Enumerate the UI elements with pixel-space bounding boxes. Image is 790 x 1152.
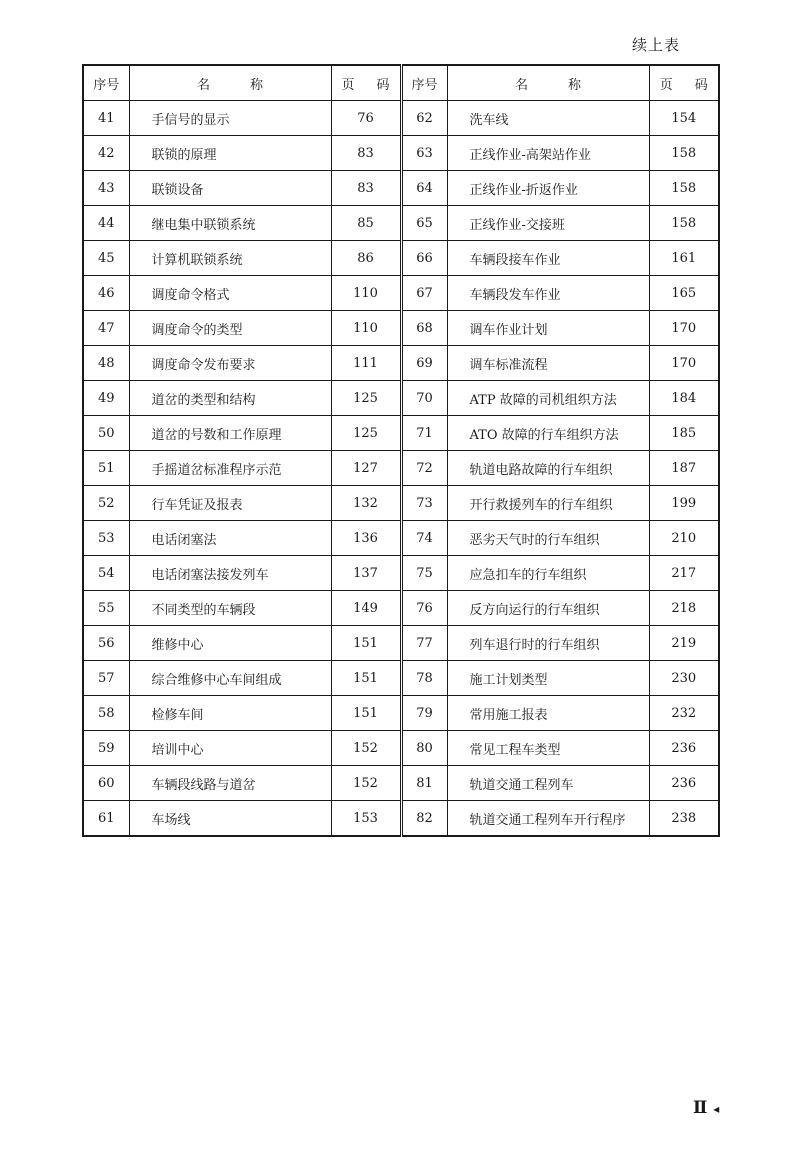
- table-row: [83, 381, 719, 416]
- entry-page-right: 236: [649, 766, 719, 801]
- entry-page-right: 158: [649, 136, 719, 171]
- entry-page-left: 111: [331, 346, 401, 381]
- entry-page-left: 132: [331, 486, 401, 521]
- entry-number-right: 73: [401, 486, 447, 521]
- entry-name-right: 常见工程车类型: [447, 731, 649, 766]
- entry-page-right: 187: [649, 451, 719, 486]
- table-body: [83, 101, 719, 837]
- entry-number-right: 63: [401, 136, 447, 171]
- entry-page-left: 149: [331, 591, 401, 626]
- table-row: [83, 346, 719, 381]
- entry-page-left: 136: [331, 521, 401, 556]
- entry-number-right: 69: [401, 346, 447, 381]
- entry-name-right: 施工计划类型: [447, 661, 649, 696]
- entry-name-left: 电话闭塞法接发列车: [129, 556, 331, 591]
- entry-name-left: 不同类型的车辆段: [129, 591, 331, 626]
- entry-name-left: 检修车间: [129, 696, 331, 731]
- entry-number-right: 70: [401, 381, 447, 416]
- entry-name-right: ATP 故障的司机组织方法: [447, 381, 649, 416]
- entry-number-right: 75: [401, 556, 447, 591]
- table-row: [83, 766, 719, 801]
- entry-number-left: 43: [83, 171, 129, 206]
- entry-page-left: 125: [331, 381, 401, 416]
- entry-name-right: 列车退行时的行车组织: [447, 626, 649, 661]
- entry-page-left: 153: [331, 801, 401, 837]
- entry-number-right: 77: [401, 626, 447, 661]
- entry-number-right: 68: [401, 311, 447, 346]
- entry-name-right: 车辆段发车作业: [447, 276, 649, 311]
- entry-page-left: 110: [331, 276, 401, 311]
- entry-name-right: 应急扣车的行车组织: [447, 556, 649, 591]
- entry-page-right: 217: [649, 556, 719, 591]
- entry-name-right: 调车标准流程: [447, 346, 649, 381]
- table-row: [83, 626, 719, 661]
- page-number: Ⅱ: [693, 1098, 708, 1118]
- header-seq-right: 序号: [401, 65, 447, 101]
- entry-number-right: 78: [401, 661, 447, 696]
- table-row: [83, 171, 719, 206]
- table-row: [83, 521, 719, 556]
- entry-number-left: 57: [83, 661, 129, 696]
- index-table: [82, 64, 720, 837]
- entry-page-right: 184: [649, 381, 719, 416]
- entry-page-left: 152: [331, 766, 401, 801]
- entry-number-left: 54: [83, 556, 129, 591]
- entry-name-right: 轨道交通工程列车开行程序: [447, 801, 649, 837]
- entry-page-right: 154: [649, 101, 719, 136]
- entry-name-right: 正线作业-折返作业: [447, 171, 649, 206]
- entry-name-left: 调度命令发布要求: [129, 346, 331, 381]
- entry-name-left: 综合维修中心车间组成: [129, 661, 331, 696]
- entry-number-right: 72: [401, 451, 447, 486]
- header-page-right: 页 码: [649, 65, 719, 101]
- entry-name-left: 道岔的号数和工作原理: [129, 416, 331, 451]
- entry-name-right: 车辆段接车作业: [447, 241, 649, 276]
- entry-page-left: 151: [331, 661, 401, 696]
- entry-name-right: 反方向运行的行车组织: [447, 591, 649, 626]
- entry-name-right: ATO 故障的行车组织方法: [447, 416, 649, 451]
- entry-number-left: 59: [83, 731, 129, 766]
- header-seq-left: 序号: [83, 65, 129, 101]
- table-row: [83, 311, 719, 346]
- table-row: [83, 486, 719, 521]
- entry-name-right: 洗车线: [447, 101, 649, 136]
- table-row: [83, 661, 719, 696]
- entry-page-right: 232: [649, 696, 719, 731]
- entry-number-left: 53: [83, 521, 129, 556]
- entry-name-right: 正线作业-交接班: [447, 206, 649, 241]
- entry-page-left: 137: [331, 556, 401, 591]
- entry-page-right: 236: [649, 731, 719, 766]
- entry-name-right: 恶劣天气时的行车组织: [447, 521, 649, 556]
- entry-number-left: 60: [83, 766, 129, 801]
- table-row: [83, 206, 719, 241]
- header-name-right: 名 称: [447, 65, 649, 101]
- entry-name-left: 联锁设备: [129, 171, 331, 206]
- entry-name-left: 调度命令格式: [129, 276, 331, 311]
- entry-number-right: 64: [401, 171, 447, 206]
- entry-number-left: 48: [83, 346, 129, 381]
- entry-number-left: 55: [83, 591, 129, 626]
- entry-number-right: 80: [401, 731, 447, 766]
- entry-page-right: 170: [649, 346, 719, 381]
- entry-page-right: 170: [649, 311, 719, 346]
- header-name-left: 名 称: [129, 65, 331, 101]
- entry-page-left: 110: [331, 311, 401, 346]
- table-row: [83, 801, 719, 837]
- entry-number-left: 45: [83, 241, 129, 276]
- entry-page-right: 165: [649, 276, 719, 311]
- entry-name-left: 继电集中联锁系统: [129, 206, 331, 241]
- entry-page-right: 210: [649, 521, 719, 556]
- entry-page-right: 199: [649, 486, 719, 521]
- table-row: [83, 416, 719, 451]
- entry-name-right: 轨道电路故障的行车组织: [447, 451, 649, 486]
- page-marker: [693, 1098, 719, 1118]
- entry-number-right: 79: [401, 696, 447, 731]
- table-row: [83, 731, 719, 766]
- entry-page-left: 76: [331, 101, 401, 136]
- entry-number-right: 76: [401, 591, 447, 626]
- entry-number-right: 62: [401, 101, 447, 136]
- entry-page-left: 125: [331, 416, 401, 451]
- page-arrow-icon: ◂: [713, 1102, 720, 1116]
- entry-page-right: 158: [649, 171, 719, 206]
- entry-name-left: 行车凭证及报表: [129, 486, 331, 521]
- entry-number-right: 82: [401, 801, 447, 837]
- table-row: [83, 241, 719, 276]
- entry-name-left: 维修中心: [129, 626, 331, 661]
- table-row: [83, 451, 719, 486]
- entry-page-left: 83: [331, 136, 401, 171]
- entry-page-left: 151: [331, 626, 401, 661]
- entry-name-right: 调车作业计划: [447, 311, 649, 346]
- entry-name-left: 联锁的原理: [129, 136, 331, 171]
- entry-name-left: 车场线: [129, 801, 331, 837]
- table-row: [83, 556, 719, 591]
- entry-number-left: 52: [83, 486, 129, 521]
- entry-number-right: 74: [401, 521, 447, 556]
- entry-number-left: 50: [83, 416, 129, 451]
- entry-page-right: 230: [649, 661, 719, 696]
- entry-page-right: 161: [649, 241, 719, 276]
- entry-page-left: 86: [331, 241, 401, 276]
- entry-page-right: 185: [649, 416, 719, 451]
- entry-number-right: 81: [401, 766, 447, 801]
- entry-page-right: 238: [649, 801, 719, 837]
- entry-name-right: 轨道交通工程列车: [447, 766, 649, 801]
- entry-name-left: 调度命令的类型: [129, 311, 331, 346]
- entry-number-left: 47: [83, 311, 129, 346]
- entry-number-left: 51: [83, 451, 129, 486]
- entry-page-left: 151: [331, 696, 401, 731]
- entry-name-left: 培训中心: [129, 731, 331, 766]
- entry-name-left: 电话闭塞法: [129, 521, 331, 556]
- table-row: [83, 101, 719, 136]
- entry-name-left: 车辆段线路与道岔: [129, 766, 331, 801]
- entry-page-left: 85: [331, 206, 401, 241]
- entry-number-left: 46: [83, 276, 129, 311]
- table-row: [83, 696, 719, 731]
- entry-name-right: 开行救援列车的行车组织: [447, 486, 649, 521]
- entry-name-left: 计算机联锁系统: [129, 241, 331, 276]
- header-page-left: 页 码: [331, 65, 401, 101]
- entry-number-right: 67: [401, 276, 447, 311]
- entry-number-left: 56: [83, 626, 129, 661]
- entry-name-right: 常用施工报表: [447, 696, 649, 731]
- entry-number-right: 66: [401, 241, 447, 276]
- entry-page-left: 83: [331, 171, 401, 206]
- entry-name-right: 正线作业-高架站作业: [447, 136, 649, 171]
- entry-page-right: 218: [649, 591, 719, 626]
- entry-page-left: 127: [331, 451, 401, 486]
- entry-number-right: 65: [401, 206, 447, 241]
- table-row: [83, 136, 719, 171]
- entry-number-left: 58: [83, 696, 129, 731]
- entry-page-right: 219: [649, 626, 719, 661]
- entry-number-left: 44: [83, 206, 129, 241]
- continued-label: 续上表: [632, 36, 681, 54]
- entry-page-right: 158: [649, 206, 719, 241]
- entry-number-left: 41: [83, 101, 129, 136]
- entry-number-left: 49: [83, 381, 129, 416]
- table-row: [83, 591, 719, 626]
- entry-name-left: 手信号的显示: [129, 101, 331, 136]
- entry-page-left: 152: [331, 731, 401, 766]
- entry-number-left: 61: [83, 801, 129, 837]
- entry-number-left: 42: [83, 136, 129, 171]
- table-row: [83, 276, 719, 311]
- entry-number-right: 71: [401, 416, 447, 451]
- table-header-row: [83, 65, 719, 101]
- entry-name-left: 手摇道岔标准程序示范: [129, 451, 331, 486]
- entry-name-left: 道岔的类型和结构: [129, 381, 331, 416]
